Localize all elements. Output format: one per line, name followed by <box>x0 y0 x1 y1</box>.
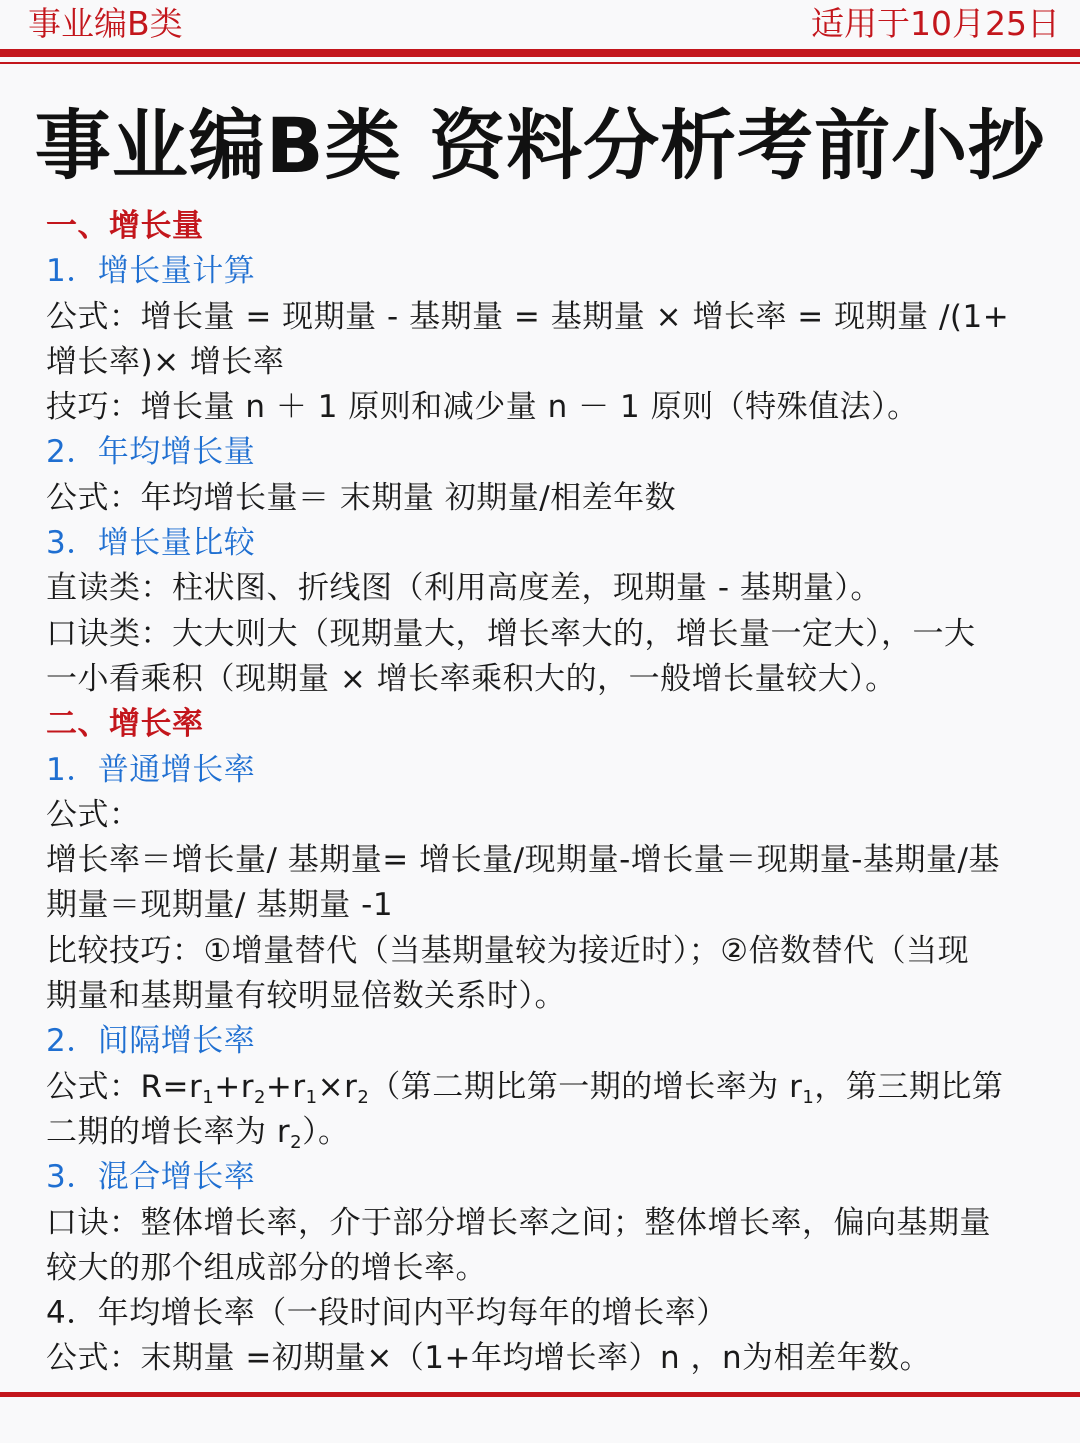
text-line: 直读类：柱状图、折线图（利用高度差，现期量 - 基期量）。 <box>46 570 882 607</box>
interval-formula-line <box>46 1065 1036 1110</box>
text-line: 口诀类：大大则大（现期量大，增长率大的，增长量一定大），一大 <box>46 615 976 652</box>
formula-text: +r <box>265 1068 306 1105</box>
formula-line: 期量＝现期量/ 基期量 -1 <box>46 887 394 924</box>
subheading-ordinary-growth-rate: 1．普通增长率 <box>46 751 256 788</box>
formula-text: +r <box>214 1068 254 1105</box>
cheat-sheet-body <box>46 204 1036 1382</box>
formula-text: （第二期比第一期的增长率为 r <box>369 1068 803 1105</box>
formula-line: 增长率)× 增长率 <box>46 343 285 380</box>
subheading-mixed-growth-rate: 3．混合增长率 <box>46 1159 256 1196</box>
subscript: 1 <box>305 1086 318 1108</box>
formula-label: 公式： <box>46 796 141 833</box>
text-line: 口诀：整体增长率，介于部分增长率之间；整体增长率，偏向基期量 <box>46 1204 991 1241</box>
subscript: 1 <box>202 1086 215 1108</box>
formula-line: 公式：年均增长量＝ 末期量 初期量/相差年数 <box>46 479 677 516</box>
category-tag: 事业编B类 <box>28 4 183 43</box>
header-divider-thin <box>0 62 1080 64</box>
footer-divider <box>0 1392 1080 1397</box>
top-bar <box>0 0 1080 48</box>
subscript: 1 <box>802 1086 815 1108</box>
subheading-growth-amount-compare: 3．增长量比较 <box>46 525 256 562</box>
formula-text: ）。 <box>302 1113 350 1150</box>
formula-text: 二期的增长率为 r <box>46 1113 291 1150</box>
tip-line: 期量和基期量有较明显倍数关系时）。 <box>46 978 566 1015</box>
section-heading-growth-rate: 二、增长率 <box>46 706 204 743</box>
subheading-growth-amount-calc: 1．增长量计算 <box>46 253 256 290</box>
formula-line: 公式：末期量 =初期量×（1+年均增长率）n ，n为相差年数。 <box>46 1340 932 1377</box>
text-line: 较大的那个组成部分的增长率。 <box>46 1249 487 1286</box>
text-line: 一小看乘积（现期量 × 增长率乘积大的，一般增长量较大）。 <box>46 660 897 697</box>
subheading-annual-growth-amount: 2．年均增长量 <box>46 434 256 471</box>
subheading-interval-growth-rate: 2．间隔增长率 <box>46 1023 256 1060</box>
subscript: 2 <box>290 1131 303 1153</box>
subscript: 2 <box>253 1086 266 1108</box>
formula-text: ，第三期比第 <box>814 1068 1004 1105</box>
formula-text: ×r <box>317 1068 358 1105</box>
tip-line: 技巧：增长量 n ＋ 1 原则和减少量 n － 1 原则（特殊值法）。 <box>46 389 919 426</box>
page-title: 事业编B类 资料分析考前小抄 <box>34 101 1046 190</box>
subheading-annual-growth-rate: 4．年均增长率（一段时间内平均每年的增长率） <box>46 1295 728 1332</box>
formula-text: 公式：R=r <box>46 1068 203 1105</box>
date-tag: 适用于10月25日 <box>811 4 1060 43</box>
section-heading-growth-amount: 一、增长量 <box>46 208 204 244</box>
tip-line: 比较技巧：①增量替代（当基期量较为接近时）；②倍数替代（当现 <box>46 932 970 969</box>
interval-formula-line-2 <box>46 1110 1036 1155</box>
subscript: 2 <box>357 1086 370 1108</box>
header-divider-thick <box>0 49 1080 57</box>
formula-line: 增长率＝增长量/ 基期量= 增长量/现期量-增长量＝现期量-基期量/基 <box>46 842 1000 879</box>
formula-line: 公式：增长量 = 现期量 - 基期量 = 基期量 × 增长率 = 现期量 /(1+ <box>46 298 1010 335</box>
